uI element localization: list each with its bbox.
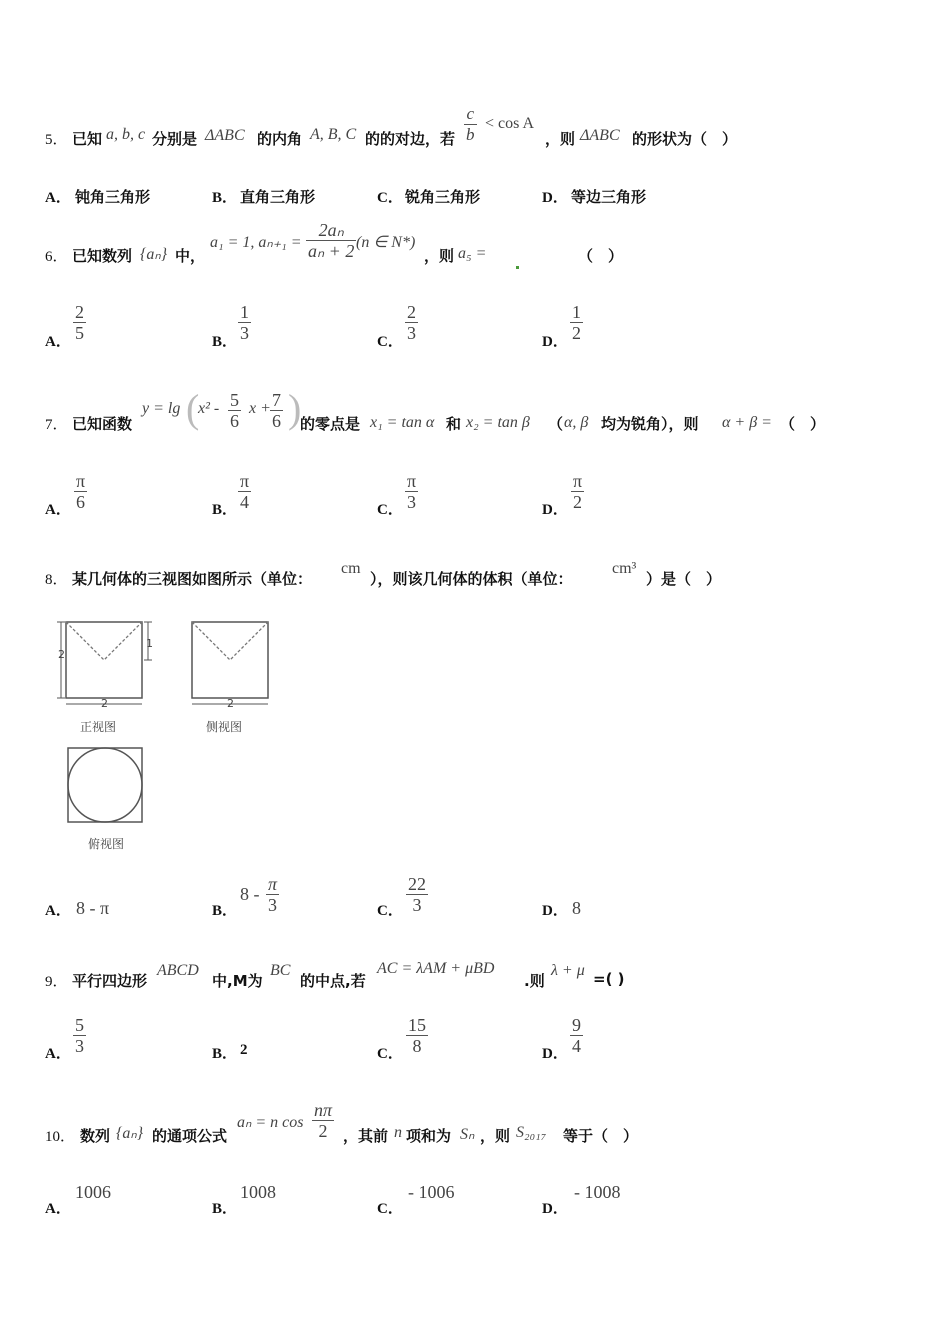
q7-x-plus: x + [249,400,271,417]
q7-text: 已知函数 [72,415,133,433]
option-label: B． [212,1201,238,1217]
option-label: A． [45,334,71,350]
q10-fraction: $\frac{n\pi}{2}$ [314,1100,333,1141]
q5-text: ，则 [545,130,576,148]
option-label: A． [45,502,71,518]
q9-text: 中,M为 [212,972,263,990]
q10-s2017: S₂₀₁₇ [516,1124,547,1141]
q10-text: 项和为 [406,1127,452,1145]
option-c: 锐角三角形 [405,188,481,206]
option-label: B． [212,190,238,206]
q6-text: 已知数列 [72,247,133,265]
front-view [57,622,152,704]
option-label: A． [45,190,71,206]
q6-text: ，则 [424,247,455,265]
option-c: $\frac{2}{3}$ [407,302,416,343]
option-label: C． [377,502,403,518]
dimension-label: 2 [58,648,65,661]
q8-text: ），则该几何体的体积（单位： [370,570,573,588]
q7-alpha-beta: α, β [564,414,589,431]
q5-vars: a, b, c [106,126,146,143]
option-d: $\frac{9}{4}$ [572,1015,581,1056]
option-label: C． [377,1201,403,1217]
q10-text: 等于（ ） [563,1127,639,1145]
q10-text: 的通项公式 [152,1127,228,1145]
option-c: - 1006 [408,1182,455,1202]
option-label: D． [542,903,568,919]
option-b: $\frac{1}{3}$ [240,302,249,343]
top-view-label: 俯视图 [88,837,125,851]
q7-paren: （ ） [780,415,826,433]
option-label: D． [542,502,568,518]
q7-sum: α + β = [722,414,772,431]
q9-number: 9． [45,974,68,990]
side-view-label: 侧视图 [206,720,243,734]
q10-n: n [394,1124,402,1141]
q9-lambda-mu: λ + μ [551,962,585,979]
q10-number: 10． [45,1129,76,1145]
option-d: 等边三角形 [571,188,647,206]
option-b: 1008 [240,1182,276,1202]
option-c: $\frac{15}{8}$ [408,1015,426,1056]
q5-fraction: $\frac{c}{b}$ [466,104,475,144]
q8-unit: cm³ [612,560,637,577]
q5-text: 的形状为（ ） [632,130,738,148]
q5-angles: A, B, C [310,126,357,143]
option-label: C． [377,1046,403,1062]
option-b: 直角三角形 [240,188,316,206]
q8-text: 某几何体的三视图如图所示（单位： [72,570,313,588]
q10-text: 数列 [80,1127,111,1145]
option-a: $\frac{5}{3}$ [75,1015,84,1056]
option-d: 8 [572,898,581,918]
q10-text: ，其前 [343,1127,389,1145]
three-view-figure [44,612,284,858]
q6-number: 6． [45,249,68,265]
option-label: B． [212,903,238,919]
q9-text: =( ) [593,970,625,988]
option-label: A． [45,1046,71,1062]
q5-triangle: ΔABC [580,127,620,144]
dimension-label: 2 [101,697,108,710]
q7-text: 的零点是 [300,415,361,433]
q5-text: 的内角 [257,130,303,148]
q7-x1: x₁ = tan α [370,414,435,431]
option-a: 1006 [75,1182,111,1202]
option-label: D． [542,190,568,206]
q5-inequality: < cos A [485,115,535,132]
q6-paren: （ ） [578,247,624,265]
option-d: - 1008 [574,1182,621,1202]
q7-fraction: $\frac{7}{6}$ [272,390,281,431]
option-label: C． [377,903,403,919]
top-view-circle [68,748,142,822]
q7-text: （ [548,415,564,433]
q9-equation: AC = λAM + μBD [377,960,495,977]
dimension-label: 2 [227,697,234,710]
green-dot-mark [516,266,519,269]
q7-text: 均为锐角），则 [601,415,699,433]
q7-function: y = lg [142,400,181,417]
option-label: D． [542,1201,568,1217]
q10-sn: Sₙ [460,1126,475,1143]
q8-number: 8． [45,572,68,588]
option-d: $\frac{1}{2}$ [572,302,581,343]
q7-number: 7． [45,417,68,433]
side-view-hidden-edge [192,622,268,660]
q7-text: 和 [446,415,462,433]
q7-x2: x₂ = tan β [466,414,530,431]
q9-text: 的中点,若 [300,972,366,990]
option-label: C． [377,334,403,350]
q7-fraction: $\frac{5}{6}$ [230,390,239,431]
top-view [68,748,142,822]
q9-shape: ABCD [157,962,199,979]
q9-text: .则 [524,972,545,990]
q6-domain: (n ∈ N*) [356,234,416,251]
q6-a5: a₅ = [458,245,487,262]
option-label: B． [212,334,238,350]
option-label: C． [377,190,403,206]
option-label: A． [45,1201,71,1217]
q5-text: 分别是 [152,130,198,148]
option-d: $\frac{\pi}{2}$ [573,471,583,512]
q10-formula: aₙ = n cos [237,1114,304,1131]
front-view-label: 正视图 [80,720,117,734]
option-label: D． [542,334,568,350]
q5-text: 已知 [72,130,103,148]
option-b-prefix: 8 - [240,884,260,904]
option-b: $\frac{\pi}{3}$ [268,874,278,915]
q9-text: 平行四边形 [72,972,148,990]
q10-sequence: {aₙ} [116,1125,144,1142]
q6-condition: a₁ = 1, aₙ₊₁ = [210,234,302,251]
q5-triangle: ΔABC [205,127,245,144]
q10-text: ，则 [480,1127,511,1145]
q6-fraction: $\frac{\text{2aₙ}}{\text{aₙ + 2}}$ [308,220,355,261]
front-view-hidden-edge [66,622,142,660]
q8-unit: cm [341,560,361,577]
q5-text: 的的对边，若 [365,130,456,148]
q5-number: 5． [45,132,68,148]
option-label: B． [212,502,238,518]
side-view [192,622,268,704]
q6-sequence: {aₙ} [140,246,168,263]
right-paren-icon: ) [288,386,302,431]
left-paren-icon: ( [186,386,200,431]
option-b: 2 [240,1042,248,1058]
option-a: 8 - π [76,898,110,918]
option-a: 钝角三角形 [75,188,151,206]
option-c: $\frac{22}{3}$ [408,874,426,915]
option-label: A． [45,903,71,919]
option-b: $\frac{\pi}{4}$ [240,471,250,512]
option-label: B． [212,1046,238,1062]
q7-x-squared: x² - [198,400,220,417]
dimension-label: 1 [146,637,153,650]
option-c: $\frac{\pi}{3}$ [407,471,417,512]
q9-bc: BC [270,962,291,979]
q8-text: ）是（ ） [646,570,722,588]
option-a: $\frac{2}{5}$ [75,302,84,343]
option-label: D． [542,1046,568,1062]
q6-text: 中， [175,247,206,265]
option-a: $\frac{\pi}{6}$ [76,471,86,512]
